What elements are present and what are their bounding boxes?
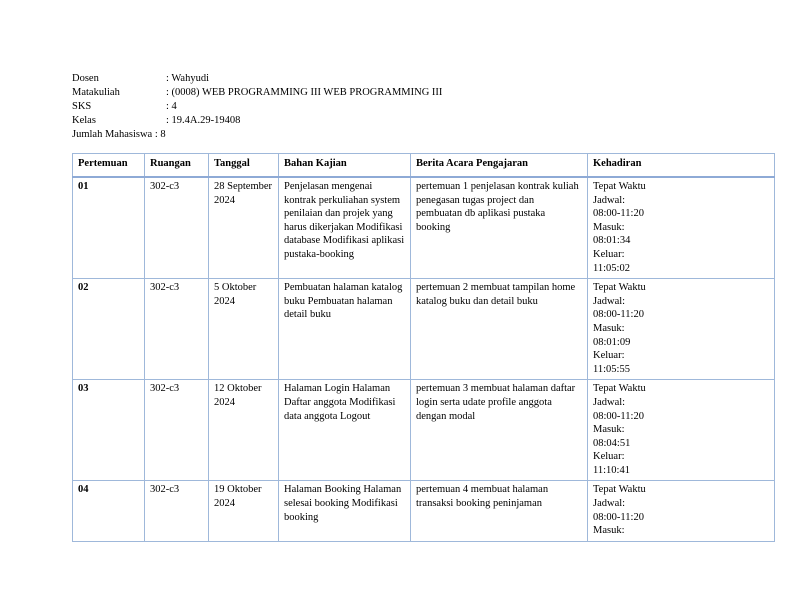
kelas-value: : 19.4A.29-19408: [166, 115, 241, 126]
kehadiran-masuk-value: 08:01:09: [593, 336, 631, 348]
header-ruangan: Ruangan: [145, 154, 209, 178]
cell-ruangan: 302-c3: [145, 177, 209, 279]
cell-pertemuan: 02: [73, 279, 145, 380]
matakuliah-value: : (0008) WEB PROGRAMMING III WEB PROGRAMMING III: [166, 87, 443, 98]
table-row: [73, 481, 775, 541]
table-row: [73, 279, 775, 380]
cell-ruangan: 302-c3: [145, 380, 209, 481]
cell-bahan-kajian: Halaman Booking Halaman selesai booking Modifikasi booking: [279, 481, 411, 541]
cell-ruangan: 302-c3: [145, 481, 209, 541]
cell-tanggal: 19 Oktober 2024: [209, 481, 279, 541]
dosen-label: Dosen: [72, 73, 99, 84]
attendance-table: [72, 153, 775, 542]
cell-berita-acara: pertemuan 2 membuat tampilan home katalog buku dan detail buku: [411, 279, 588, 380]
kehadiran-jadwal-value: 08:00-11:20: [593, 410, 644, 422]
kehadiran-keluar-label: Keluar:: [593, 451, 625, 463]
course-info: [72, 72, 442, 142]
jumlah-value: : 8: [152, 129, 166, 140]
kehadiran-status: Tepat Waktu: [593, 383, 646, 395]
table-row: [73, 380, 775, 481]
cell-bahan-kajian: Pembuatan halaman katalog buku Pembuatan halaman detail buku: [279, 279, 411, 380]
jumlah-label: Jumlah Mahasiswa: [72, 129, 153, 140]
kehadiran-masuk-value: 08:01:34: [593, 235, 631, 247]
kehadiran-masuk-label: Masuk:: [593, 424, 625, 436]
kehadiran-jadwal-label: Jadwal:: [593, 498, 626, 510]
table-row: [73, 177, 775, 279]
cell-ruangan: 302-c3: [145, 279, 209, 380]
cell-kehadiran: [588, 481, 775, 541]
header-berita-acara: Berita Acara Pengajaran: [411, 154, 588, 178]
info-row-dosen: [72, 72, 442, 86]
cell-bahan-kajian: Halaman Login Halaman Daftar anggota Modifikasi data anggota Logout: [279, 380, 411, 481]
matakuliah-label: Matakuliah: [72, 87, 120, 98]
cell-kehadiran: [588, 380, 775, 481]
header-pertemuan: Pertemuan: [73, 154, 145, 178]
info-row-jumlah: [72, 128, 442, 142]
cell-pertemuan: 03: [73, 380, 145, 481]
info-row-kelas: [72, 114, 442, 128]
cell-berita-acara: pertemuan 1 penjelasan kontrak kuliah penegasan tugas project dan pembuatan db aplikasi pustaka booking: [411, 177, 588, 279]
header-tanggal: Tanggal: [209, 154, 279, 178]
kelas-label: Kelas: [72, 115, 96, 126]
kehadiran-status: Tepat Waktu: [593, 484, 646, 496]
sks-value: : 4: [166, 101, 177, 112]
kehadiran-masuk-label: Masuk:: [593, 525, 625, 537]
info-row-sks: [72, 100, 442, 114]
kehadiran-jadwal-value: 08:00-11:20: [593, 511, 644, 523]
cell-tanggal: 28 September 2024: [209, 177, 279, 279]
kehadiran-masuk-value: 08:04:51: [593, 437, 631, 449]
cell-pertemuan: 01: [73, 177, 145, 279]
kehadiran-keluar-label: Keluar:: [593, 350, 625, 362]
cell-bahan-kajian: Penjelasan mengenai kontrak perkuliahan system penilaian dan projek yang harus dikerjakan Modifikasi database Modifikasi aplikasi pustaka-booking: [279, 177, 411, 279]
table-header-row: [73, 154, 775, 178]
header-kehadiran: Kehadiran: [588, 154, 775, 178]
cell-kehadiran: [588, 279, 775, 380]
kehadiran-keluar-value: 11:05:55: [593, 363, 630, 375]
kehadiran-keluar-label: Keluar:: [593, 248, 625, 260]
cell-berita-acara: pertemuan 4 membuat halaman transaksi booking peninjaman: [411, 481, 588, 541]
kehadiran-jadwal-value: 08:00-11:20: [593, 208, 644, 220]
sks-label: SKS: [72, 101, 92, 112]
cell-kehadiran: [588, 177, 775, 279]
cell-tanggal: 12 Oktober 2024: [209, 380, 279, 481]
kehadiran-jadwal-label: Jadwal:: [593, 194, 626, 206]
info-row-matakuliah: [72, 86, 442, 100]
cell-tanggal: 5 Oktober 2024: [209, 279, 279, 380]
kehadiran-status: Tepat Waktu: [593, 181, 646, 192]
kehadiran-keluar-value: 11:10:41: [593, 464, 630, 476]
kehadiran-jadwal-label: Jadwal:: [593, 396, 626, 408]
kehadiran-jadwal-label: Jadwal:: [593, 295, 626, 307]
kehadiran-masuk-label: Masuk:: [593, 221, 625, 233]
kehadiran-keluar-value: 11:05:02: [593, 262, 630, 274]
cell-pertemuan: 04: [73, 481, 145, 541]
kehadiran-masuk-label: Masuk:: [593, 322, 625, 334]
header-bahan-kajian: Bahan Kajian: [279, 154, 411, 178]
dosen-value: : Wahyudi: [166, 73, 209, 84]
kehadiran-jadwal-value: 08:00-11:20: [593, 309, 644, 321]
kehadiran-status: Tepat Waktu: [593, 282, 646, 294]
cell-berita-acara: pertemuan 3 membuat halaman daftar login serta udate profile anggota dengan modal: [411, 380, 588, 481]
